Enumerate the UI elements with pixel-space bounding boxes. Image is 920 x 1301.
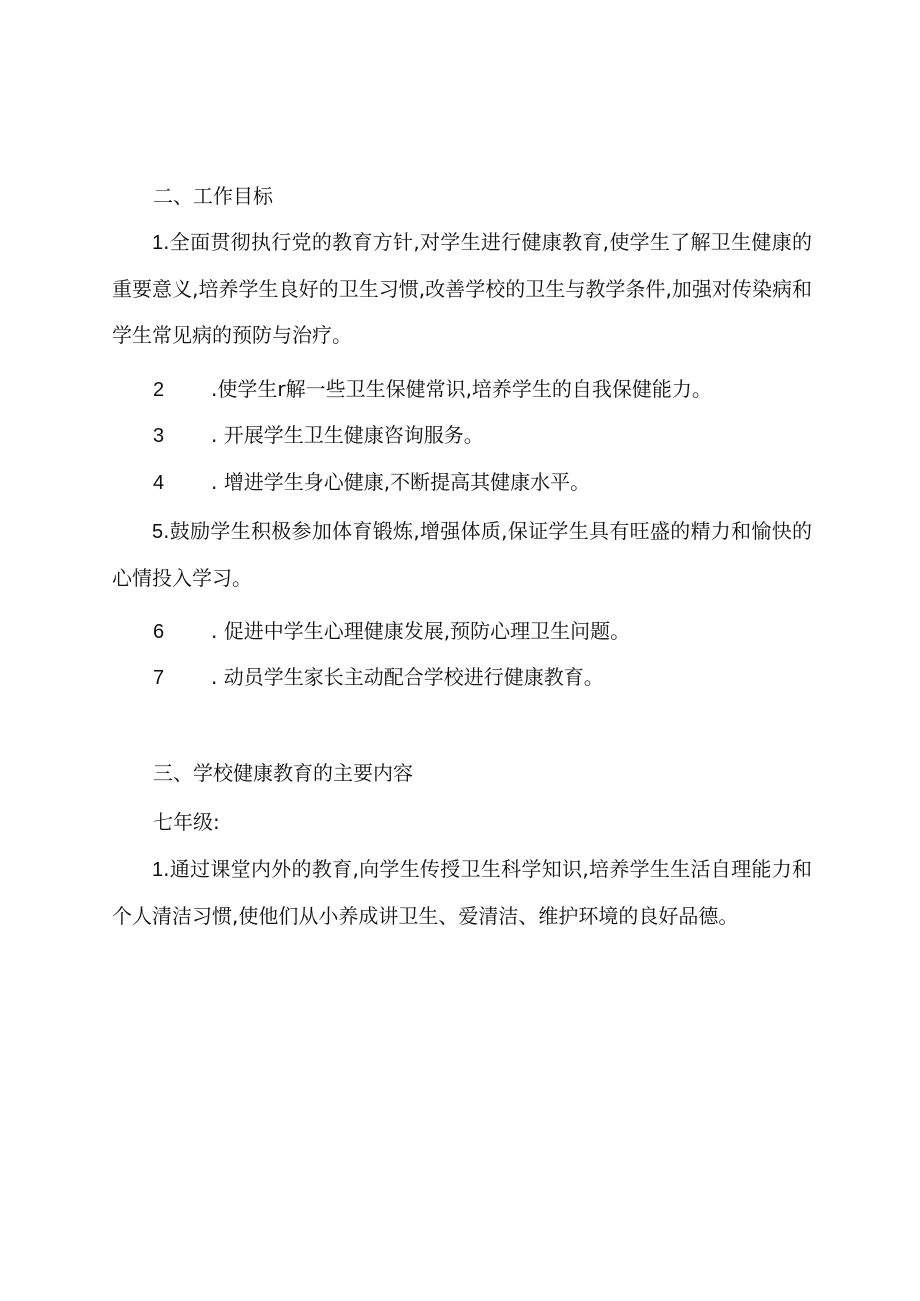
goal-paragraph-1 (112, 219, 812, 358)
goal-item-6 (153, 617, 630, 646)
section-heading-health-content: 三、学校健康教育的主要内容 (153, 761, 413, 785)
content-text-1: .通过课堂内外的教育,向学生传授卫生科学知识,培养学生生活自理能力和个人清洁习惯,使他们从小养成讲卫生、爱清洁、维护环境的良好品德。 (112, 857, 812, 928)
goal-item-2 (153, 375, 712, 404)
goal-number-5: 5 (152, 521, 164, 543)
goal-text-1: .全面贯彻执行党的教育方针,对学生进行健康教育,使学生了解卫生健康的重要意义,培养学生良好的卫生习惯,改善学校的卫生与教学条件,加强对传染病和学生常见病的预防与治疗。 (112, 230, 812, 347)
goal-text-4: . 增进学生身心健康,不断提高其健康水平。 (211, 470, 591, 494)
section-heading-work-goals: 二、工作目标 (153, 184, 273, 208)
content-number-1: 1 (152, 859, 164, 881)
goal-number-2: 2 (153, 379, 165, 401)
goal-text-6: . 促进中学生心理健康发展,预防心理卫生问题。 (211, 619, 631, 643)
goal-number-3: 3 (153, 425, 165, 447)
goal-paragraph-5 (112, 508, 812, 601)
goal-number-1: 1 (152, 232, 164, 254)
goal-number-6: 6 (153, 621, 165, 643)
content-paragraph-1 (112, 846, 812, 939)
grade-label: 七年级: (153, 810, 220, 834)
goal-text-5: .鼓励学生积极参加体育锻炼,增强体质,保证学生具有旺盛的精力和愉快的心情投入学习。 (112, 519, 812, 590)
goal-number-4: 4 (153, 472, 165, 494)
goal-item-3 (153, 421, 484, 450)
goal-number-7: 7 (153, 667, 165, 689)
goal-item-7 (153, 663, 604, 692)
goal-text-7: . 动员学生家长主动配合学校进行健康教育。 (211, 665, 604, 689)
goal-text-2: .使学生r解一些卫生保健常识,培养学生的自我保健能力。 (211, 377, 712, 401)
goal-item-4 (153, 468, 590, 497)
goal-text-3: . 开展学生卫生健康咨询服务。 (211, 423, 484, 447)
